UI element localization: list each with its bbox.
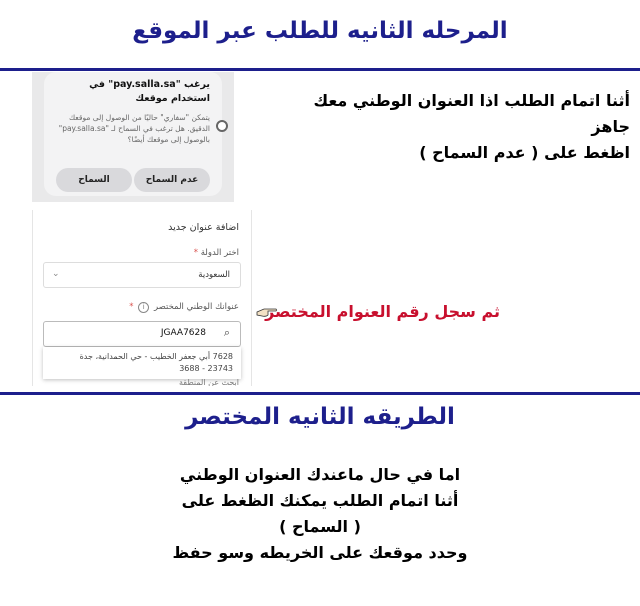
radio-icon bbox=[216, 120, 228, 132]
location-permission-dialog bbox=[44, 72, 222, 196]
allow-button[interactable]: السماح bbox=[56, 168, 132, 192]
instruction-line-2: اظغط على ( عدم السماح ) bbox=[419, 143, 630, 162]
section-2-line-4: وحدد موقعك على الخريطه وسو حفظ bbox=[172, 543, 468, 562]
form-heading: اضافة عنوان جديد bbox=[168, 222, 239, 233]
chevron-down-icon: ⌄ bbox=[52, 269, 60, 279]
location-permission-screenshot bbox=[32, 72, 234, 202]
section-2-title: الطريقه الثانيه المختصر bbox=[185, 404, 455, 430]
country-label: اختر الدولة * bbox=[193, 248, 239, 258]
address-form-screenshot bbox=[32, 210, 252, 386]
area-search-label: ابحث عن المنطقة bbox=[178, 378, 239, 386]
section-2-line-2: أثنا اتمام الطلب يمكنك الظغط على bbox=[181, 491, 459, 510]
country-value: السعودية bbox=[198, 270, 230, 280]
divider-middle bbox=[0, 392, 640, 395]
short-address-label: عنوانك الوطني المختصر i * bbox=[129, 302, 239, 312]
country-select[interactable] bbox=[43, 262, 241, 288]
header-banner bbox=[0, 0, 640, 70]
instruction-line-1: أثنا اتمام الطلب اذا العنوان الوطني معك جاهز bbox=[313, 91, 630, 136]
search-icon: ⌕ bbox=[223, 326, 230, 339]
instruction-text bbox=[270, 88, 630, 166]
dialog-title: يرغب "pay.salla.sa" في استخدام موقعك bbox=[89, 79, 210, 104]
short-address-value: JGAA7628 bbox=[160, 328, 206, 338]
page-title: المرحله الثانيه للطلب عبر الموقع bbox=[132, 18, 508, 44]
dialog-body: يتمكن "سفاري" حاليًا من الوصول إلى موقعك الدقيق. هل ترغب في السماح لـ "pay.salla.sa" بالوصول إلى موقعك أيضًا؟ bbox=[58, 113, 210, 144]
short-address-note: ثم سجل رقم العنوام المختصر bbox=[265, 302, 500, 321]
section-2-line-3: ( السماح ) bbox=[279, 517, 361, 536]
info-icon: i bbox=[138, 302, 149, 313]
divider-top bbox=[0, 68, 640, 71]
short-address-input[interactable] bbox=[43, 321, 241, 347]
deny-button[interactable]: عدم السماح bbox=[134, 168, 210, 192]
address-suggestion[interactable] bbox=[43, 347, 241, 379]
section-2-text bbox=[0, 462, 640, 566]
section-2-line-1: اما في حال ماعندك العنوان الوطني bbox=[179, 465, 461, 484]
suggestion-text: 7628 أبي جعفر الخطيب - حي الحمدانية، جدة 23743 - 3688 bbox=[79, 352, 233, 373]
